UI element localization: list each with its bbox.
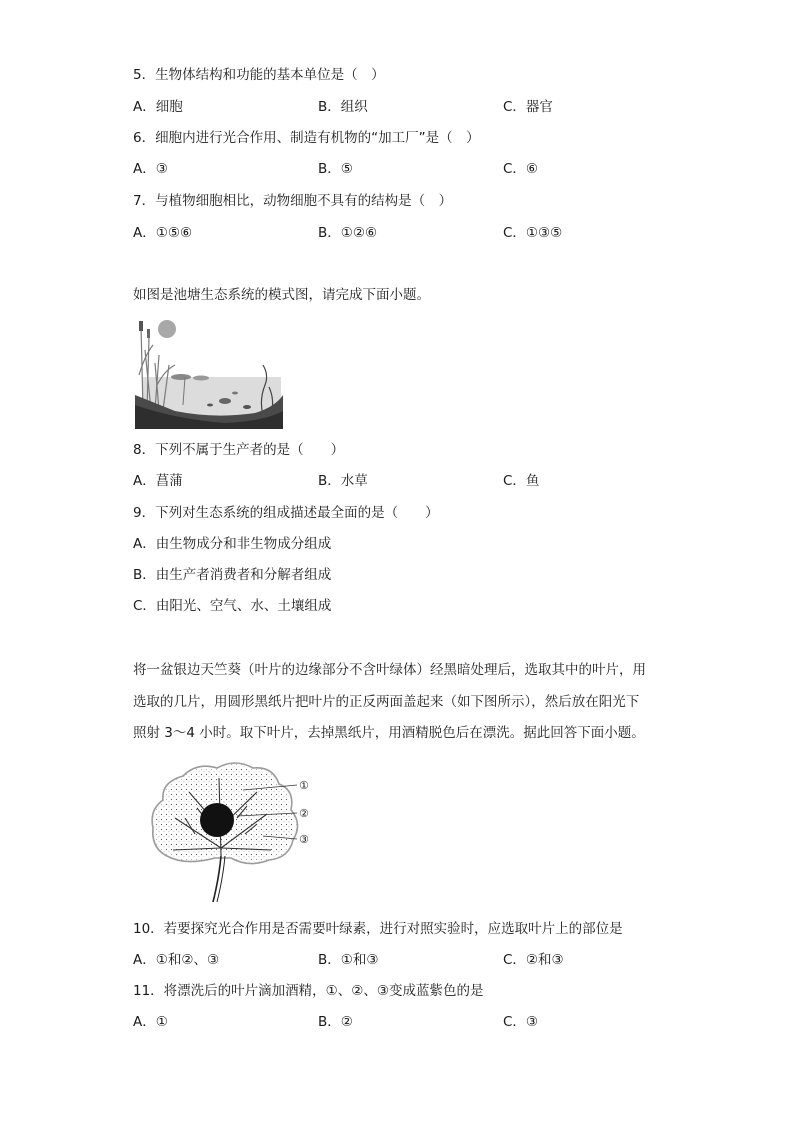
leaf-intro-line-3: 照射 3～4 小时。取下叶片，去掉黑纸片，用酒精脱色后在漂洗。据此回答下面小题。	[133, 725, 645, 741]
black-paper-disc	[200, 803, 234, 837]
q6-stem: 6．细胞内进行光合作用、制造有机物的“加工厂”是（ ）	[133, 130, 480, 146]
q11-option-b: B．②	[318, 1014, 353, 1030]
fish-icon	[219, 398, 231, 404]
leaf-intro-line-2: 选取的几片，用圆形黑纸片把叶片的正反两面盖起来（如下图所示），然后放在阳光下	[133, 694, 640, 710]
leaf-figure	[145, 758, 325, 904]
q5-option-c: C．器官	[503, 99, 553, 115]
leaf-intro-line-1: 将一盆银边天竺葵（叶片的边缘部分不含叶绿体）经黑暗处理后，选取其中的叶片，用	[133, 662, 646, 678]
q11-option-a: A．①	[133, 1014, 168, 1030]
q10-option-a: A．①和②、③	[133, 952, 220, 968]
label-3: ③	[299, 833, 309, 846]
q6-option-b: B．⑤	[318, 161, 353, 177]
q7-option-c: C．①③⑤	[503, 225, 563, 241]
q5-stem: 5．生物体结构和功能的基本单位是（ ）	[133, 67, 385, 83]
q9-option-a: A．由生物成分和非生物成分组成	[133, 536, 332, 552]
q11-option-c: C．③	[503, 1014, 539, 1030]
q8-option-c: C．鱼	[503, 473, 540, 489]
q9-stem: 9．下列对生态系统的组成描述最全面的是（ ）	[133, 505, 439, 521]
q8-stem: 8．下列不属于生产者的是（ ）	[133, 442, 345, 458]
q5-option-a: A．细胞	[133, 99, 183, 115]
label-2: ②	[299, 807, 309, 820]
q8-option-b: B．水草	[318, 473, 368, 489]
sun-icon	[158, 320, 176, 338]
q11-stem: 11．将漂洗后的叶片滴加酒精，①、②、③变成蓝紫色的是	[133, 983, 484, 999]
q7-stem: 7．与植物细胞相比，动物细胞不具有的结构是（ ）	[133, 193, 453, 209]
q9-option-b: B．由生产者消费者和分解者组成	[133, 567, 332, 583]
leaf-stem	[213, 856, 221, 902]
q9-option-c: C．由阳光、空气、水、土壤组成	[133, 598, 332, 614]
q8-option-a: A．菖蒲	[133, 473, 183, 489]
q6-option-c: C．⑥	[503, 161, 539, 177]
q10-stem: 10．若要探究光合作用是否需要叶绿素，进行对照实验时，应选取叶片上的部位是	[133, 921, 623, 937]
q5-option-b: B．组织	[318, 99, 368, 115]
q10-option-c: C．②和③	[503, 952, 564, 968]
q6-option-a: A．③	[133, 161, 168, 177]
label-1: ①	[299, 779, 309, 792]
pond-ecosystem-figure	[135, 315, 283, 429]
q7-option-b: B．①②⑥	[318, 225, 378, 241]
q7-option-a: A．①⑤⑥	[133, 225, 193, 241]
pond-intro: 如图是池塘生态系统的模式图，请完成下面小题。	[133, 287, 430, 303]
q10-option-b: B．①和③	[318, 952, 379, 968]
